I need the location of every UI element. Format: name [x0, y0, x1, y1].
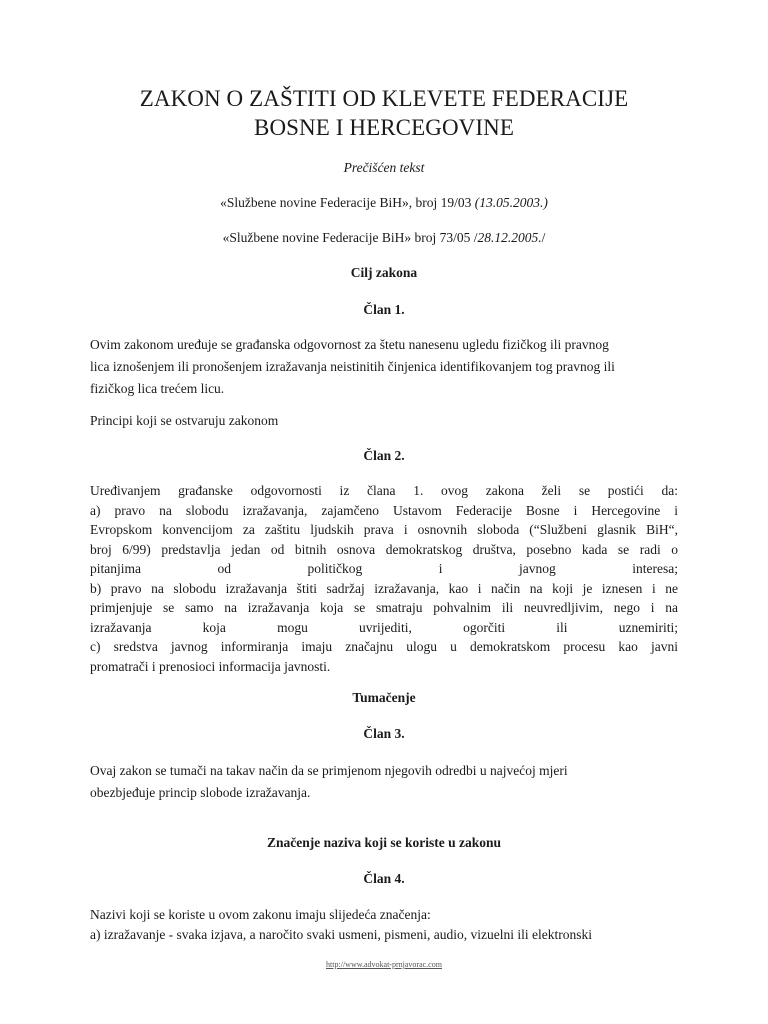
gazette-reference-2 — [0, 230, 768, 246]
title-line-2: BOSNE I HERCEGOVINE — [254, 115, 514, 140]
title-line-1: ZAKON O ZAŠTITI OD KLEVETE FEDERACIJE — [139, 86, 629, 111]
article-2-line: a) pravo na slobodu izražavanja, zajamčeno Ustavom Federacije Bosne i Hercegovine i — [90, 502, 678, 518]
article-2-line: b) pravo na slobodu izražavanja štiti sadržaj izražavanja, kao i način na koji je iznesen i ne — [90, 580, 678, 596]
article-2-heading: Član 2. — [363, 448, 405, 463]
heading-goal: Cilj zakona — [350, 265, 418, 280]
article-1-line: lica iznošenjem ili pronošenjem izražavanja neistinitih činjenica identifikovanjem tog pravnog ili — [90, 359, 615, 374]
heading-interpretation: Tumačenje — [352, 690, 416, 705]
heading-terms: Značenje naziva koji se koriste u zakonu — [266, 835, 501, 850]
article-4-line: a) izražavanje - svaka izjava, a naročito svaki usmeni, pismeni, audio, vizuelni ili elektronski — [90, 926, 592, 942]
article-1-heading: Član 1. — [363, 302, 405, 317]
gazette-1-date: (13.05.2003.) — [474, 195, 548, 210]
article-2-line: promatrači i prenosioci informacija javnosti. — [90, 658, 331, 674]
article-1-line: Ovim zakonom uređuje se građanska odgovornost za štetu nanesenu ugledu fizičkog ili pravnog — [90, 337, 609, 352]
article-1-text — [90, 334, 678, 400]
gazette-reference-1 — [0, 195, 768, 211]
article-2-line: primjenjuje se samo na izražavanja koja se smatraju pohvalnim ili neuvredljivim, nego i na — [90, 600, 678, 615]
article-4-line: Nazivi koji se koriste u ovom zakonu imaju slijedeća značenja: — [90, 907, 431, 922]
article-3-heading: Član 3. — [363, 726, 405, 741]
article-3-line: obezbjeđuje princip slobode izražavanja. — [90, 785, 311, 800]
article-2-text — [90, 481, 678, 676]
article-1-line: fizičkog lica trećem licu. — [90, 381, 225, 396]
principles-text: Principi koji se ostvaruju zakonom — [90, 413, 279, 428]
article-2-line: Uređivanjem građanske odgovornosti iz člana 1. ovog zakona želi se postići da: — [90, 483, 678, 498]
article-2-line: broj 6/99) predstavlja jedan od bitnih osnova demokratskog društva, posebno kada se radi o — [90, 541, 678, 557]
article-2-line: pitanjima od političkog i javnog interesa; — [90, 561, 678, 576]
gazette-1-text: «Službene novine Federacije BiH», broj 19/03 — [220, 195, 475, 210]
subtitle: Prečišćen tekst — [343, 160, 425, 175]
footer-link[interactable]: http://www.advokat-prnjavorac.com — [326, 960, 442, 969]
article-2-line: izražavanja koja mogu uvrijediti, ogorčiti ili uznemiriti; — [90, 619, 678, 635]
gazette-2-date: 28.12.2005. — [477, 230, 542, 245]
article-4-heading: Član 4. — [363, 871, 405, 886]
article-3-line: Ovaj zakon se tumači na takav način da se primjenom njegovih odredbi u najvećoj mjeri — [90, 763, 568, 778]
article-3-text — [90, 760, 678, 804]
article-4-text — [90, 905, 678, 944]
gazette-2-end: / — [541, 230, 546, 245]
article-2-line: c) sredstva javnog informiranja imaju značajnu ulogu u demokratskom procesu kao javni — [90, 639, 678, 654]
article-2-line: Evropskom konvencijom za zaštitu ljudskih prava i osnovnih sloboda (“Službeni glasnik BiH“, — [90, 522, 678, 537]
document-title — [0, 84, 768, 142]
gazette-2-text: «Službene novine Federacije BiH» broj 73/05 / — [222, 230, 478, 245]
